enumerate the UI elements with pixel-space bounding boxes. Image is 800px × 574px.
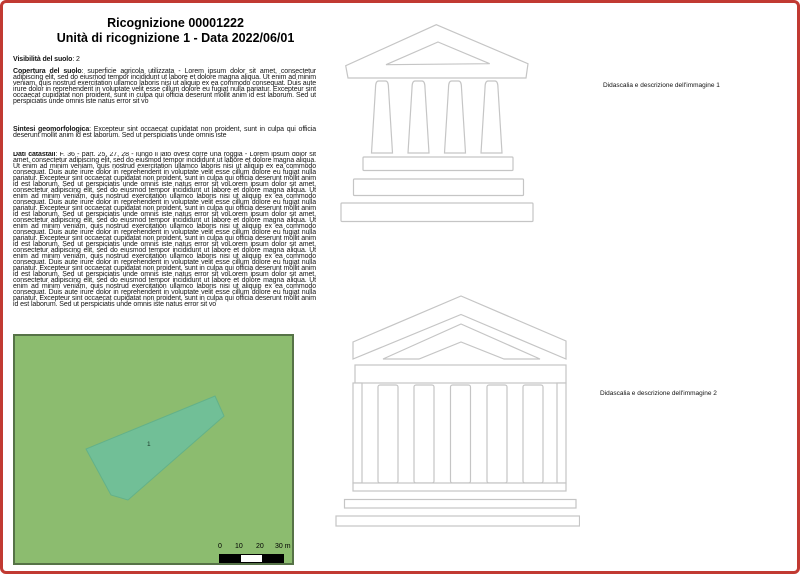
section-visibilita-suolo bbox=[13, 57, 316, 63]
scalebar bbox=[219, 554, 284, 563]
section-text: : 2 bbox=[72, 56, 80, 63]
section-label: Visibilità del suolo bbox=[13, 56, 73, 63]
scalebar-segment bbox=[220, 555, 241, 562]
temple-outline-icon bbox=[333, 295, 580, 527]
section-label: Sintesi geomorfologica bbox=[13, 126, 90, 133]
report-subtitle: Unità di ricognizione 1 - Data 2022/06/01 bbox=[56, 31, 295, 45]
section-sintesi-geomorfologica bbox=[13, 127, 316, 139]
image-caption-1: Didascalia e descrizione dell'immagine 1 bbox=[603, 82, 720, 89]
scalebar-tick: 30 m bbox=[275, 543, 291, 550]
section-label: Copertura del suolo bbox=[13, 68, 82, 75]
temple-outline-icon bbox=[339, 19, 535, 224]
section-text: : superficie agricola utilizzata - Lorem ipsum dolor sit amet, consectetur adipiscing elit, sed do eiusmod tempor incididunt ut labore et dolore magna aliqua. Ut enim ad minim veniam, quis nostrud exercitation ullamco laboris nisi ut aliquip ex ea commodo consequat. Duis aute irure dolor in reprehenderit in voluptate velit esse cillum dolore eu fugiat nulla pariatur. Excepteur sint occaecat cupidatat non proident, sunt in culpa qui officia deserunt mollit anim id est laborum. Sed ut perspiciatis unde omnis iste natus error sit vo bbox=[13, 68, 316, 105]
map-unit-label: 1 bbox=[147, 441, 151, 448]
scalebar-tick: 10 bbox=[235, 543, 243, 550]
scalebar-segment bbox=[241, 555, 262, 562]
survey-map bbox=[13, 334, 294, 565]
section-text: : Excepteur sint occaecat cupidatat non proident, sunt in culpa qui officia deserunt mollit anim id est laborum. Sed ut perspiciatis unde omnis iste bbox=[13, 126, 316, 139]
section-copertura-suolo bbox=[13, 69, 316, 105]
scalebar-tick: 0 bbox=[218, 543, 222, 550]
section-dati-catastali bbox=[13, 152, 316, 308]
section-label: Dati catastali bbox=[13, 152, 56, 158]
survey-unit-polygon bbox=[15, 336, 292, 563]
scalebar-tick: 20 bbox=[256, 543, 264, 550]
section-text: : F. 36 - part. 25, 27, 28 - lungo il lato ovest corre una roggia - Lorem ipsum dolor sit amet, consectetur adipiscing elit, sed do eiusmod tempor incididunt ut labore et dolore magna aliqua. Ut enim ad minim veniam, quis nostrud exercitation ullamco laboris nisi ut aliquip ex ea commodo consequat. Duis aute irure dolor in reprehenderit in voluptate velit esse cillum dolore eu fugiat nulla pariatur. Excepteur sint occaecat cupidatat non proident, sunt in culpa qui officia deserunt mollit anim id est laborum. Sed ut perspiciatis unde omnis iste natus error sit voLorem ipsum dolor sit amet, consectetur adipiscing elit, sed do eiusmod tempor incididunt ut labore et dolore magna aliqua. Ut enim ad minim veniam, quis nostrud exercitation ullamco laboris nisi ut aliquip ex ea commodo consequat. Duis aute irure dolor in reprehenderit in voluptate velit esse cillum dolore eu fugiat nulla pariatur. Excepteur sint occaecat cupidatat non proident, sunt in culpa qui officia deserunt mollit anim id est laborum. Sed ut perspiciatis unde omnis iste natus error sit voLorem ipsum dolor sit amet, consectetur adipiscing elit, sed do eiusmod tempor incididunt ut labore et dolore magna aliqua. Ut enim ad minim veniam, quis nostrud exercitation ullamco laboris nisi ut aliquip ex ea commodo consequat. Duis aute irure dolor in reprehenderit in voluptate velit esse cillum dolore eu fugiat nulla pariatur. Excepteur sint occaecat cupidatat non proident, sunt in culpa qui officia deserunt mollit anim id est laborum. Sed ut perspiciatis unde omnis iste natus error sit voLorem ipsum dolor sit amet, consectetur adipiscing elit, sed do eiusmod tempor incididunt ut labore et dolore magna aliqua. Ut enim ad minim veniam, quis nostrud exercitation ullamco laboris nisi ut aliquip ex ea commodo consequat. Duis aute irure dolor in reprehenderit in voluptate velit esse cillum dolore eu fugiat nulla pariatur. Excepteur sint occaecat cupidatat non proident, sunt in culpa qui officia deserunt mollit anim id est laborum. Sed ut perspiciatis unde omnis iste natus error sit voLorem ipsum dolor sit amet, consectetur adipiscing elit, sed do eiusmod tempor incididunt ut labore et dolore magna aliqua. Ut enim ad minim veniam, quis nostrud exercitation ullamco laboris nisi ut aliquip ex ea commodo consequat. Duis aute irure dolor in reprehenderit in voluptate velit esse cillum dolore eu fugiat nulla pariatur. Excepteur sint occaecat cupidatat non proident, sunt in culpa qui officia deserunt mollit anim id est laborum. Sed ut perspiciatis unde omnis iste natus error sit vo bbox=[13, 152, 316, 308]
report-title-block bbox=[3, 16, 348, 46]
scalebar-segment bbox=[262, 555, 283, 562]
image-caption-2: Didascalia e descrizione dell'immagine 2 bbox=[600, 390, 717, 397]
report-title: Ricognizione 00001222 bbox=[107, 16, 244, 30]
